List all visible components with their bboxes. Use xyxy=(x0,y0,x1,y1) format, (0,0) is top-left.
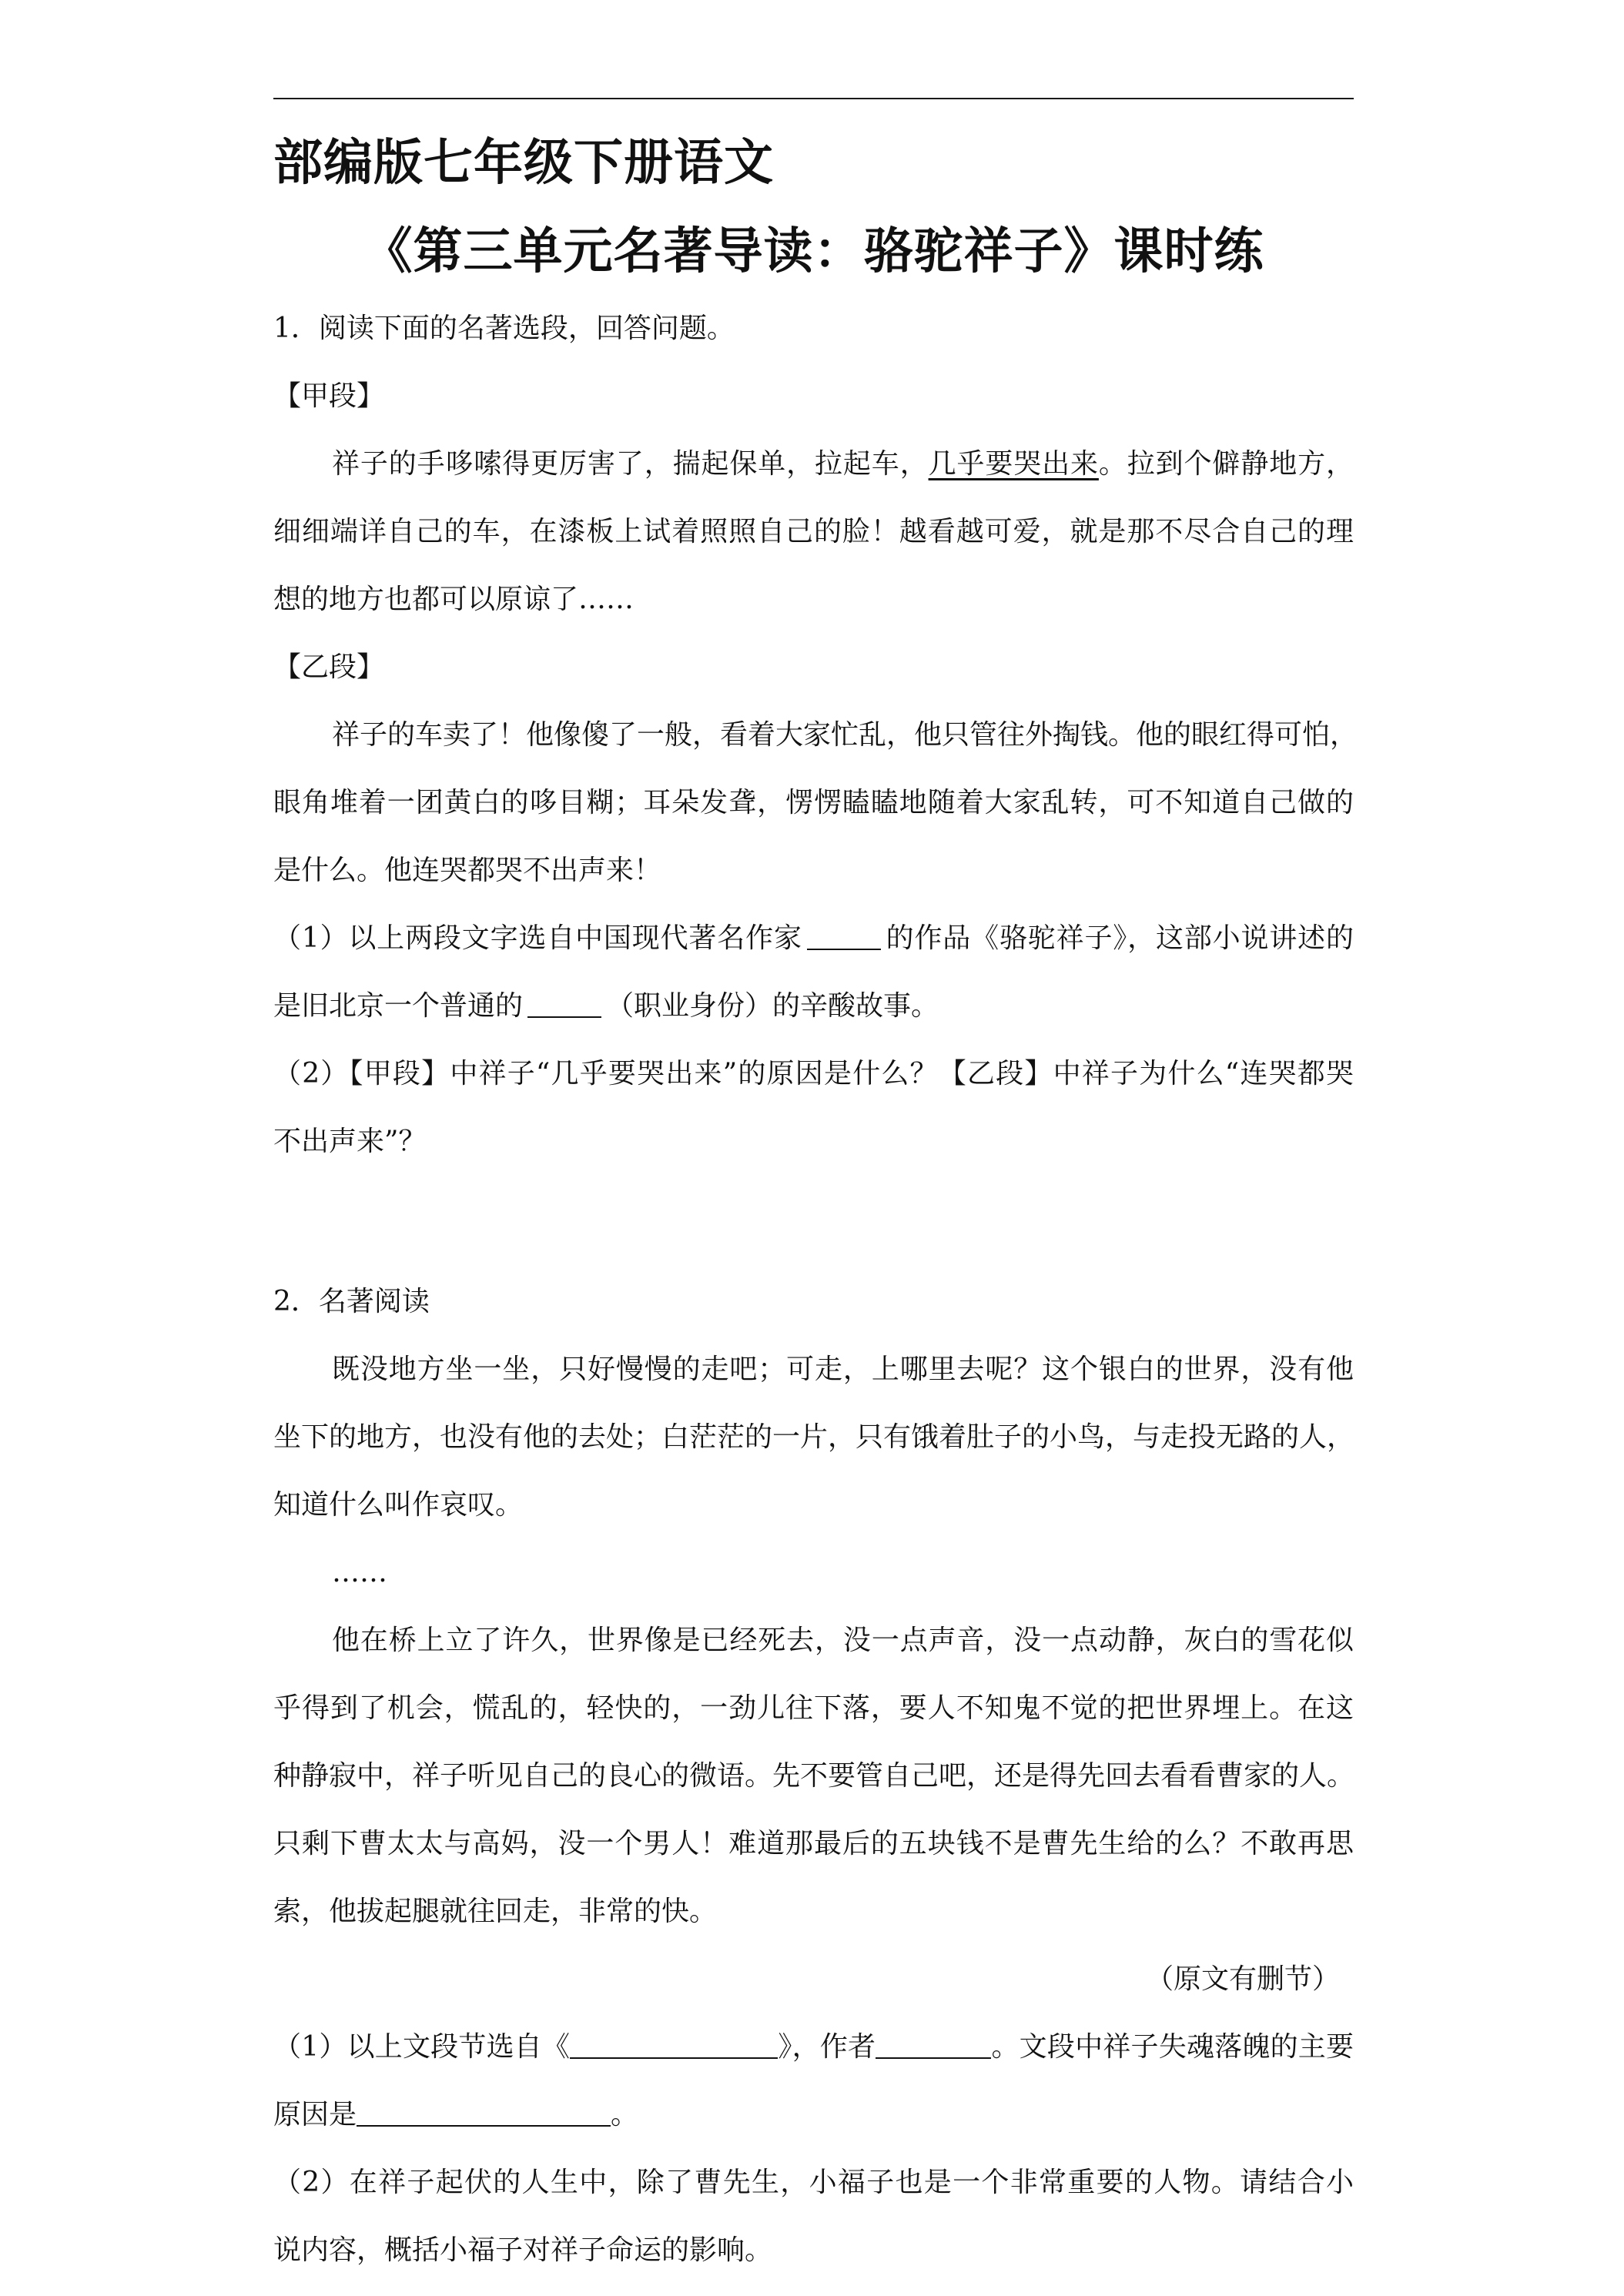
header-rule xyxy=(273,98,1354,99)
q2-passage-line: 只剩下曹太太与高妈，没一个男人！难道那最后的五块钱不是曹先生给的么？不敢再思 xyxy=(273,1828,1354,1859)
underlined-phrase: 几乎要哭出来 xyxy=(928,448,1099,480)
q2-sub1-text: 。文段中祥子失魂落魄的主要 xyxy=(991,2031,1354,2063)
q1-sub1-text: （1）以上两段文字选自中国现代著名作家 xyxy=(273,922,802,954)
q2-sub1-line xyxy=(273,2013,1354,2081)
abridged-note: （原文有删节） xyxy=(1145,1963,1340,1995)
q2-stem: 2．名著阅读 xyxy=(273,1286,430,1317)
q2-passage-line: 既没地方坐一坐，只好慢慢的走吧；可走，上哪里去呢？这个银白的世界，没有他 xyxy=(332,1354,1354,1385)
q1-section-a-line: 想的地方也都可以原谅了…… xyxy=(273,584,635,615)
q1-stem: 1．阅读下面的名著选段，回答问题。 xyxy=(273,313,735,344)
q2-sub1-text: 原因是 xyxy=(273,2099,357,2130)
q1-section-a-text: 祥子的手哆嗦得更厉害了，揣起保单，拉起车， xyxy=(332,448,929,480)
ellipsis: …… xyxy=(332,1557,387,1588)
q1-sub1-line xyxy=(273,972,1354,1040)
q1-section-a-line: 细细端详自己的车，在漆板上试着照照自己的脸！越看越可爱，就是那不尽合自己的理 xyxy=(273,516,1354,547)
q1-sub1-line xyxy=(273,905,1354,972)
document-body xyxy=(273,295,1358,2284)
q2-sub2-line: 说内容，概括小福子对祥子命运的影响。 xyxy=(273,2234,773,2266)
q1-sub2-line: 不出声来”？ xyxy=(273,1126,427,1157)
answer-blank[interactable] xyxy=(876,2031,991,2059)
q1-section-b-line: 祥子的车卖了！他像傻了一般，看着大家忙乱，他只管往外掏钱。他的眼红得可怕， xyxy=(332,719,1358,751)
q1-section-b-line: 眼角堆着一团黄白的哆目糊；耳朵发聋，愣愣瞌瞌地随着大家乱转，可不知道自己做的 xyxy=(273,787,1354,818)
q1-section-a-text: 。拉到个僻静地方， xyxy=(1098,448,1354,480)
q2-passage-line: 种静寂中，祥子听见自己的良心的微语。先不要管自己吧，还是得先回去看看曹家的人。 xyxy=(273,1760,1355,1792)
q1-sub2-line: （2）【甲段】中祥子“几乎要哭出来”的原因是什么？【乙段】中祥子为什么“连哭都哭 xyxy=(273,1058,1354,1089)
answer-blank[interactable] xyxy=(570,2031,778,2059)
q2-passage-line: 索，他拔起腿就往回走，非常的快。 xyxy=(273,1896,718,1927)
q2-sub1-text: 》，作者 xyxy=(778,2031,876,2063)
document-subtitle: 《第三单元名著导读：骆驼祥子》课时练 xyxy=(363,223,1264,280)
answer-blank[interactable] xyxy=(807,922,881,950)
q2-sub1-line xyxy=(273,2081,1354,2149)
q2-sub1-text: （1）以上文段节选自《 xyxy=(273,2031,571,2063)
answer-blank[interactable] xyxy=(527,990,601,1018)
answer-space xyxy=(273,1176,1354,1268)
q1-sub1-text: 的作品《骆驼祥子》，这部小说讲述的 xyxy=(885,922,1354,954)
q1-sub1-text: 是旧北京一个普通的 xyxy=(273,990,524,1022)
q2-passage-line: 他在桥上立了许久，世界像是已经死去，没一点声音，没一点动静，灰白的雪花似 xyxy=(332,1625,1354,1656)
q1-section-b-line: 是什么。他连哭都哭不出声来！ xyxy=(273,855,662,886)
document-title: 部编版七年级下册语文 xyxy=(273,134,774,192)
q1-section-a-line xyxy=(273,430,1354,498)
answer-blank[interactable] xyxy=(357,2099,611,2127)
q2-sub2-line: （2）在祥子起伏的人生中，除了曹先生，小福子也是一个非常重要的人物。请结合小 xyxy=(273,2167,1354,2198)
q1-section-a-label: 【甲段】 xyxy=(273,380,385,412)
q1-section-b-label: 【乙段】 xyxy=(273,651,385,683)
q2-sub1-text: 。 xyxy=(611,2099,639,2130)
q2-passage-line: 知道什么叫作哀叹。 xyxy=(273,1489,524,1521)
q2-passage-line: 坐下的地方，也没有他的去处；白茫茫的一片，只有饿着肚子的小鸟，与走投无路的人， xyxy=(273,1421,1355,1453)
q2-passage-line: 乎得到了机会，慌乱的，轻快的，一劲儿往下落，要人不知鬼不觉的把世界埋上。在这 xyxy=(273,1692,1354,1724)
q1-sub1-text: （职业身份）的辛酸故事。 xyxy=(606,990,939,1022)
